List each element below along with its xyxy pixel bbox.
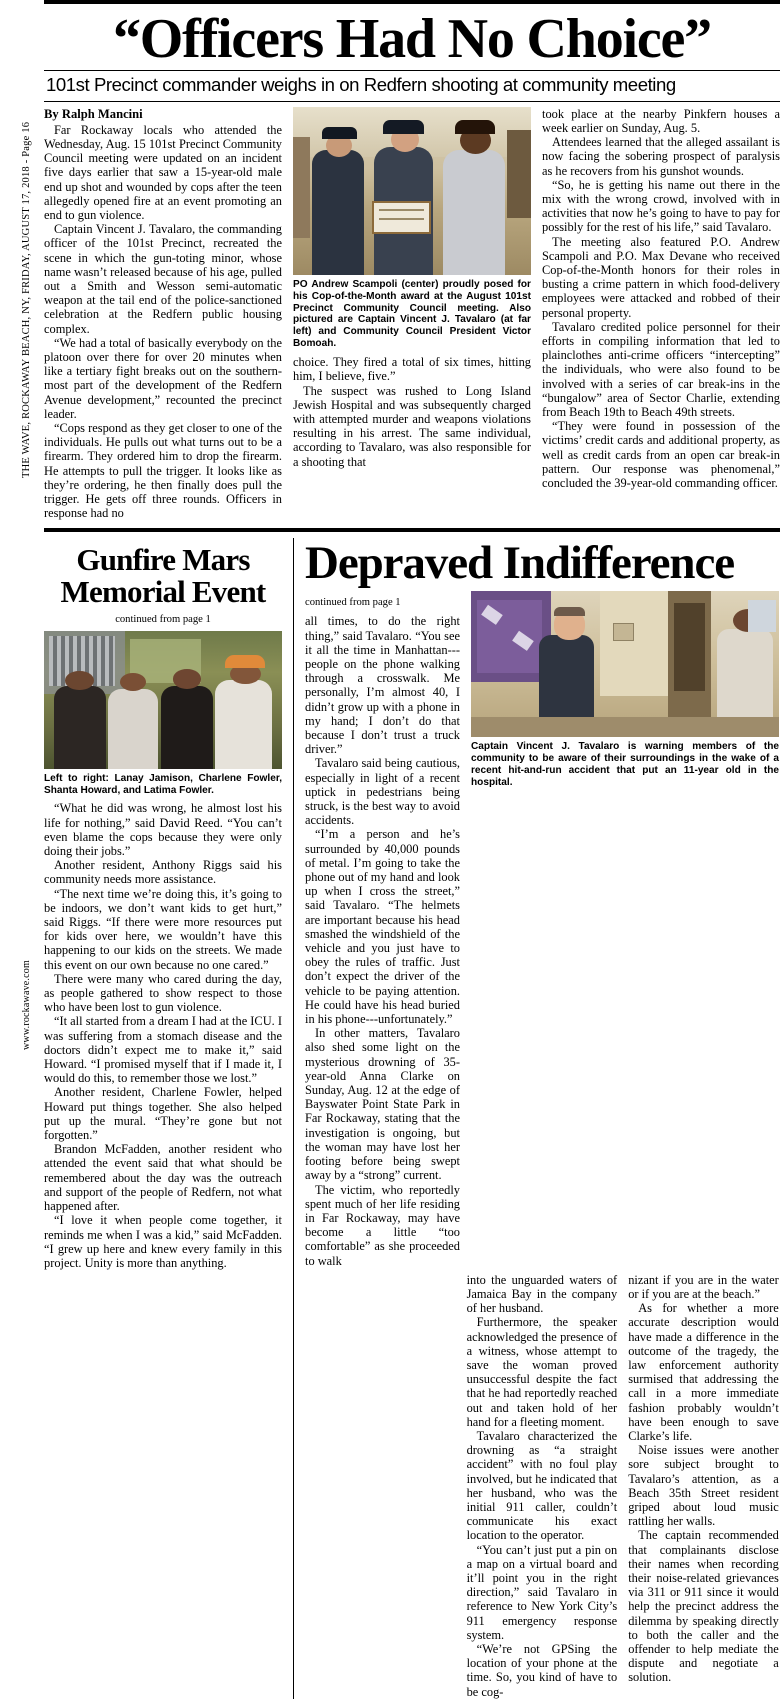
paragraph: “So, he is getting his name out there in the mix with the wrong crowd, involved with in activities that now he’s going to have to pay for possibly for the rest of his life,” said Tavalaro. [542,177,780,235]
headline-underrule [44,70,780,71]
main-story-columns [44,107,780,521]
page-rail [0,0,34,1074]
photo-memorial-group [44,631,282,769]
paragraph: “We’re not GPSing the location of your phone at the time. So, you kind of have to be cog- [466,1642,618,1699]
depraved-photo-block [471,591,779,1267]
paragraph: As for whether a more accurate description would have made a difference in the outcome of the tragedy, the law enforcement authority surmised that addressing the call in a more immediate fashion probably wouldn’t have been enough to save Clarke’s life. [628,1301,779,1443]
paragraph: The suspect was rushed to Long Island Jewish Hospital and was subsequently charged with attempted murder and weapons violations resulting in his arrest. The same individual, according to Tavalaro, was also responsible for a shooting that [293,383,531,469]
top-rule [44,0,780,4]
paragraph: Tavalaro said being cautious, especially in light of a recent uptick in pedestrians being struck, is the best way to avoid accidents. [305,756,460,828]
paragraph: “We had a total of basically everybody on the platoon over there for over 20 minutes when like a tertiary fight breaks out on the southern-most part of the development of the Redfern Avenue development,” recounted the precinct leader. [44,335,282,421]
paragraph: nizant if you are in the water or if you are at the beach.” [628,1272,779,1301]
main-column-1 [44,107,282,521]
paragraph: Attendees learned that the alleged assailant is now facing the sobering prospect of paralysis as he recovers from his gunshot wounds. [542,135,780,178]
gunfire-headline-line2: Memorial Event [60,573,266,609]
paragraph: “I’m a person and he’s surrounded by 40,000 pounds of metal. I’m going to take the phone out of my hand and look up when I cross the street,” said Tavalaro. “The helmets are important because his head smashed the windshield of the vehicle and you just have to obey the rules of traffic. Just don’t expect the driver of the vehicle to be paying attention. He could have his head buried in his phone---unfortunately.” [305,827,460,1027]
article-gunfire-mars [44,538,282,1698]
main-column-3 [542,107,780,521]
paragraph: Far Rockaway locals who attended the Wednesday, Aug. 15 101st Precinct Community Council meeting were updated on an incident five days earlier that saw a 15-year-old male end up shot and wounded by cops after the teen allegedly opened fire at an event promoting an end to gun violence. [44,122,282,222]
paragraph: “They were found in possession of the victims’ credit cards and additional property, as well as credit cards from an open car break-in pattern. Our response was phenomenal,” concluded the 39-year-old commanding officer. [542,419,780,490]
photo-image [44,631,282,769]
paragraph: Noise issues were another sore subject brought to Tavalaro’s attention, as a Beach 35th Street resident griped about loud music rattling her walls. [628,1443,779,1529]
deck-underrule [44,101,780,102]
paragraph: choice. They fired a total of six times, hitting him, I believe, five.” [293,355,531,384]
column-divider [293,538,294,1698]
depraved-continued-from: continued from page 1 [305,597,401,609]
paragraph: all times, to do the right thing,” said Tavalaro. “You see it all the time in Manhattan---people on the phone walking through a crosswalk. Me personally, I’m almost 40, I didn’t grow up with a phone in my hand; I don’t do that because I don’t trust a truck driver.” [305,614,460,757]
website-url: www.rockawave.com [21,960,32,1050]
paragraph: Another resident, Anthony Riggs said his community needs more assistance. [44,858,282,887]
main-deck: 101st Precinct commander weighs in on Redfern shooting at community meeting [46,74,676,96]
paragraph: The captain recommended that complainants disclose their names when recording their noise-related grievances via 311 or 911 since it would help the precinct address the dilemma by speaking directly to both the caller and the offender to help mediate the dispute and negotiate a solution. [628,1528,779,1685]
paragraph: “The next time we’re doing this, it’s going to be indoors, we don’t want kids to get hurt,” said Riggs. “If there were more resources put for kids over here, we wouldn’t have this happening to our kids on the streets. We made this event on our own because no one cared.” [44,886,282,972]
paragraph: There were many who cared during the day, as people gathered to show respect to those who have been lost to gun violence. [44,971,282,1015]
paragraph: Furthermore, the speaker acknowledged the presence of a witness, whose attempt to save the woman proved unsuccessful despite the fact that he had reportedly reached out and taken hold of her hand for a fleeting moment. [466,1315,618,1429]
paragraph: “It all started from a dream I had at the ICU. I was suffering from a stomach disease and the doctors didn’t expect me to make it,” said Howard. “I promised myself that if I made it, I would do this, to remember those we lost.” [44,1014,282,1086]
main-column-2 [293,107,531,521]
photo-cop-of-the-month [293,107,531,275]
paragraph: Another resident, Charlene Fowler, helped Howard put things together. She also helped put up the mural. “They’re gone but not forgotten.” [44,1085,282,1143]
paragraph: “Cops respond as they get closer to one of the individuals. He pulls out what turns out to be a firearm. They ordered him to drop the firearm. He attempts to pull the trigger. It looks like as they’re ordering, he then finally does pull the trigger. He gets off three rounds. Officers in response had no [44,420,282,521]
depraved-headline: Depraved Indifference [305,537,734,590]
paragraph: into the unguarded waters of Jamaica Bay in the company of her husband. [466,1272,618,1316]
paragraph: The meeting also featured P.O. Andrew Scampoli and P.O. Max Devane who received Cop-of-the-Month honors for their roles in busting a crime pattern in which food-delivery employees were attacked and robbed of their personal property. [542,234,780,320]
photo-image [471,591,779,737]
photo-caption: PO Andrew Scampoli (center) proudly posed for his Cop-of-the-Month award at the August 101st Precinct Community Council meeting. Also pictured are Captain Vincent J. Tavalaro (at far left) and Community Council President Victor Bomoah. [293,278,531,350]
depraved-upper-columns [305,591,779,1267]
depraved-lower-col-3 [628,1273,779,1699]
photo-caption: Captain Vincent J. Tavalaro is warning members of the community to be aware of their surroundings in the wake of a recent hit-and-run accident that put an 11-year old in the hospital. [471,741,779,789]
page-content [44,0,780,1699]
paragraph: The victim, who reportedly spent much of her life residing in Far Rockaway, may have become a little “too comfortable” as she proceeded to walk [305,1182,460,1268]
main-headline: “Officers Had No Choice” [113,8,711,70]
section-rule [44,528,780,532]
gunfire-headline-line1: Gunfire Mars [76,542,250,578]
depraved-lower-columns [305,1273,779,1699]
photo-credit [281,631,282,633]
running-head: THE WAVE, ROCKAWAY BEACH, NY, FRIDAY, AUGUST 17, 2018 - Page 16 [21,121,32,478]
article-depraved-indifference [305,538,779,1698]
photo-credit [530,107,531,109]
photo-caption: Left to right: Lanay Jamison, Charlene Fowler, Shanta Howard, and Latima Fowler. [44,772,282,796]
paragraph: “I love it when people come together, it reminds me when I was a kid,” said McFadden. “I grew up here and knew every family in this project. Unity is more than anything. [44,1213,282,1270]
paragraph: Brandon McFadden, another resident who attended the event said that what should be remembered about the day was the outreach and support of the people of Redfern, not what happened after. [44,1142,282,1214]
photo-image [293,107,531,275]
paragraph: Tavalaro characterized the drowning as “a straight accident” with no foul play involved, but he indicated that her husband, who was the initial 911 caller, couldn’t communicate his exact location to the operator. [466,1428,618,1543]
depraved-lower-col-2 [467,1273,618,1699]
lower-section [44,538,780,1698]
gunfire-continued-from: continued from page 1 [115,613,211,625]
paragraph: “You can’t just put a pin on a map on a virtual board and it’ll point you in the right direction,” said Tavalaro in reference to New York City’s 911 emergency response system. [466,1542,618,1642]
depraved-lower-col-1 [305,1273,456,1699]
paragraph: Tavalaro credited police personnel for their efforts in compiling information that led to plainclothes anti-crime officers “intercepting” the individuals, who were also found to be involved with a series of car break-ins in the “bungalow” area of Sector Charlie, extending from Beach 19th to Beach 49th streets. [542,319,780,419]
byline: By Ralph Mancini [44,106,143,121]
depraved-column-a [305,591,460,1267]
paragraph: “What he did was wrong, he almost lost his life for nothing,” said David Reed. “You can’t even blame the cops because they were only doing their jobs.” [44,801,282,859]
paragraph: took place at the nearby Pinkfern houses a week earlier on Sunday, Aug. 5. [542,106,780,135]
paragraph: In other matters, Tavalaro also shed some light on the mysterious drowning of 35-year-old Anna Clarke on Sunday, Aug. 12 at the edge of Bayswater Point State Park in Far Rockaway, stating that the investigation is ongoing, but the woman may have lost her footing before being swept away by a “strong” current. [305,1026,460,1183]
photo-tavalaro-meeting [471,591,779,737]
paragraph: Captain Vincent J. Tavalaro, the commanding officer of the 101st Precinct, recreated the scene in which the gun-toting minor, whose name wasn’t released because of his age, pulled out a Smith and Wesson semi-automatic weapon at the tail end of the police-sanctioned celebration at the Redfern public housing complex. [44,222,282,336]
